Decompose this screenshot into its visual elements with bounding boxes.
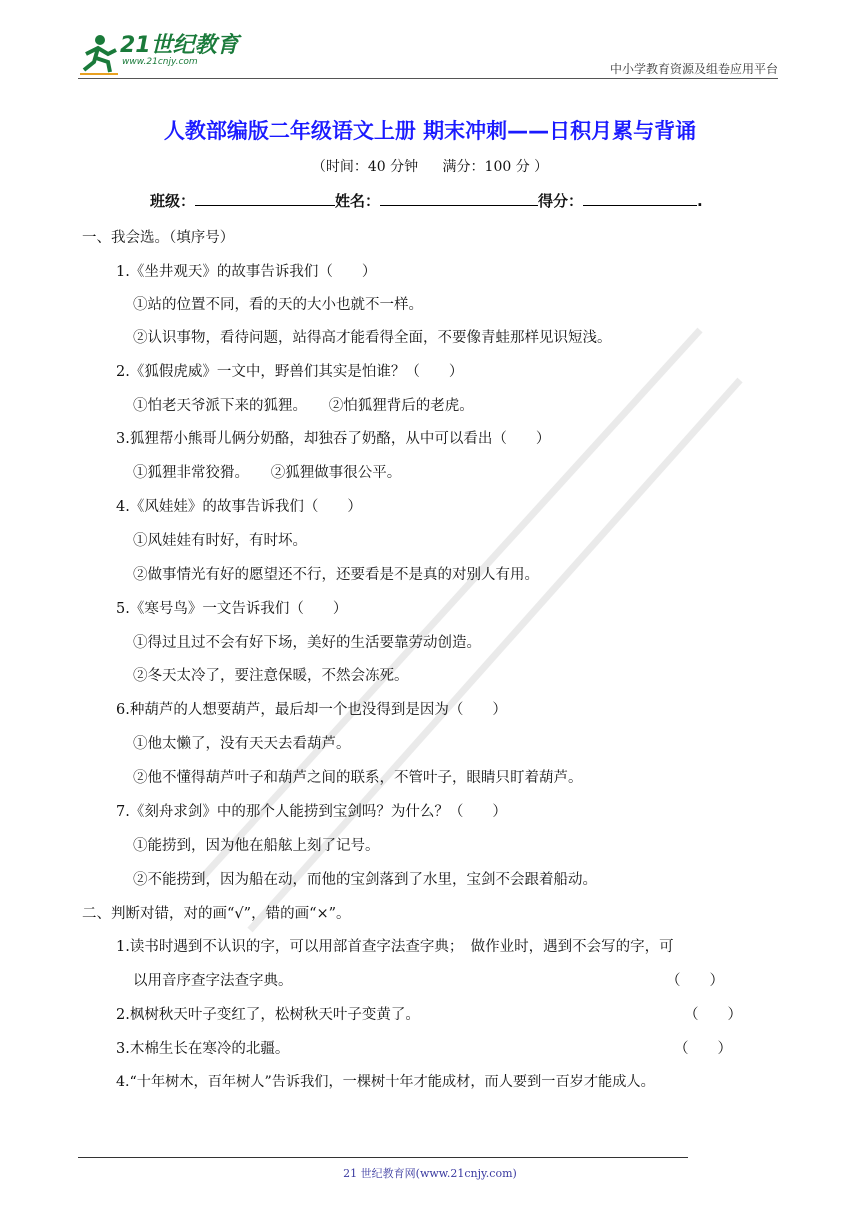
question-2: 2.《狐假虎威》一文中，野兽们其实是怕谁？（ ） bbox=[116, 364, 464, 380]
q2-options: ①怕老天爷派下来的狐狸。 ②怕狐狸背后的老虎。 bbox=[133, 398, 474, 414]
question-4: 4.《风娃娃》的故事告诉我们（ ） bbox=[116, 499, 362, 515]
judge-item-3: 3.木棉生长在寒冷的北疆。 bbox=[116, 1041, 290, 1057]
footer-divider bbox=[78, 1157, 688, 1158]
header-divider bbox=[78, 78, 778, 79]
judge-item-3-answer[interactable]: （ ） bbox=[674, 1041, 732, 1057]
judge-item-1-line1: 1.读书时遇到不认识的字，可以用部首查字法查字典； 做作业时，遇到不会写的字，可 bbox=[116, 939, 674, 955]
q6-option-1: ①他太懒了，没有天天去看葫芦。 bbox=[133, 736, 351, 752]
page-title: 人教部编版二年级语文上册 期末冲刺——日积月累与背诵 bbox=[163, 119, 697, 143]
exam-info bbox=[0, 156, 860, 176]
question-6: 6.种葫芦的人想要葫芦，最后却一个也没得到是因为（ ） bbox=[116, 702, 507, 718]
q4-option-2: ②做事情光有好的愿望还不行，还要看是不是真的对别人有用。 bbox=[133, 567, 539, 583]
page-header bbox=[78, 28, 778, 80]
page-footer: 21 世纪教育网(www.21cnjy.com) bbox=[343, 1167, 517, 1180]
question-3: 3.狐狸帮小熊哥儿俩分奶酪，却独吞了奶酪，从中可以看出（ ） bbox=[116, 431, 551, 447]
class-blank[interactable] bbox=[195, 191, 335, 206]
logo-text: 21世纪教育 bbox=[120, 33, 239, 58]
q7-option-1: ①能捞到，因为他在船舷上刻了记号。 bbox=[133, 838, 380, 854]
fields-end: . bbox=[697, 192, 703, 210]
score-label: 得分： bbox=[538, 192, 584, 210]
name-label: 姓名： bbox=[335, 192, 381, 210]
q7-option-2: ②不能捞到，因为船在动，而他的宝剑落到了水里，宝剑不会跟着船动。 bbox=[133, 872, 597, 888]
student-fields bbox=[150, 190, 703, 211]
judge-item-4: 4.“十年树木，百年树人”告诉我们，一棵树十年才能成材，而人要到一百岁才能成人。 bbox=[116, 1074, 655, 1090]
q6-option-2: ②他不懂得葫芦叶子和葫芦之间的联系，不管叶子，眼睛只盯着葫芦。 bbox=[133, 770, 583, 786]
question-5: 5.《寒号鸟》一文告诉我们（ ） bbox=[116, 601, 348, 617]
name-blank[interactable] bbox=[380, 191, 538, 206]
judge-item-2-answer[interactable]: （ ） bbox=[684, 1007, 742, 1023]
section1-title: 一、我会选。（填序号） bbox=[82, 230, 235, 246]
q1-option-1: ①站的位置不同，看的天的大小也就不一样。 bbox=[133, 297, 423, 313]
exam-time: （时间：40 分钟 bbox=[311, 159, 419, 175]
q3-options: ①狐狸非常狡猾。 ②狐狸做事很公平。 bbox=[133, 465, 402, 481]
q4-option-1: ①风娃娃有时好，有时坏。 bbox=[133, 533, 307, 549]
q1-option-2: ②认识事物，看待问题，站得高才能看得全面，不要像青蛙那样见识短浅。 bbox=[133, 330, 612, 346]
exam-score: 满分：100 分 ） bbox=[442, 159, 549, 175]
header-platform-text: 中小学教育资源及组卷应用平台 bbox=[609, 62, 778, 76]
judge-item-2: 2.枫树秋天叶子变红了，松树秋天叶子变黄了。 bbox=[116, 1007, 420, 1023]
q5-option-2: ②冬天太冷了，要注意保暖，不然会冻死。 bbox=[133, 668, 409, 684]
score-blank[interactable] bbox=[583, 191, 697, 206]
question-7: 7.《刻舟求剑》中的那个人能捞到宝剑吗？为什么？（ ） bbox=[116, 804, 507, 820]
judge-item-1-answer[interactable]: （ ） bbox=[666, 973, 724, 989]
logo-subtext: www.21cnjy.com bbox=[122, 57, 198, 67]
class-label: 班级： bbox=[150, 192, 196, 210]
section2-title: 二、判断对错，对的画“√”，错的画“×”。 bbox=[82, 906, 351, 922]
q5-option-1: ①得过且过不会有好下场，美好的生活要靠劳动创造。 bbox=[133, 635, 481, 651]
question-1: 1.《坐井观天》的故事告诉我们（ ） bbox=[116, 264, 377, 280]
judge-item-1-line2: 以用音序查字法查字典。 bbox=[133, 973, 293, 989]
